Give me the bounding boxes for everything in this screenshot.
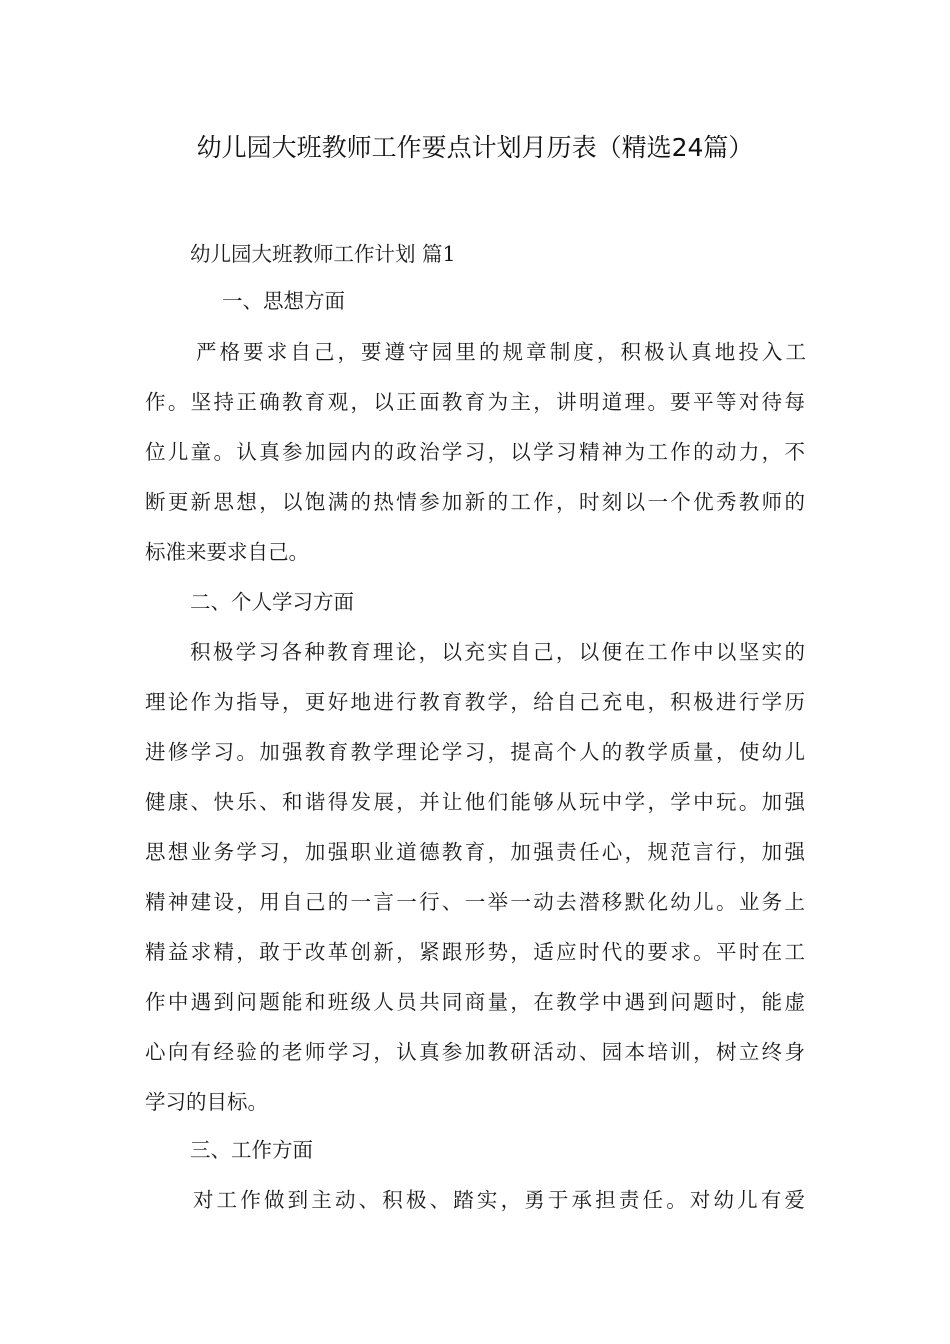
paragraph-line: 作。坚持正确教育观，以正面教育为主，讲明道理。要平等对待每 — [145, 390, 805, 414]
paragraph-line: 思想业务学习，加强职业道德教育，加强责任心，规范言行，加强 — [145, 840, 805, 864]
paragraph-line: 进修学习。加强教育教学理论学习，提高个人的教学质量，使幼儿 — [145, 740, 805, 764]
heading-personal-study: 二、个人学习方面 — [190, 590, 354, 614]
heading-work: 三、工作方面 — [190, 1138, 313, 1162]
document-title: 幼儿园大班教师工作要点计划月历表（精选24篇） — [196, 133, 754, 162]
paragraph-line: 健康、快乐、和谐得发展，并让他们能够从玩中学，学中玩。加强 — [145, 790, 805, 814]
paragraph-line: 积极学习各种教育理论，以充实自己，以便在工作中以坚实的 — [190, 640, 805, 664]
paragraph-line: 精益求精，敢于改革创新，紧跟形势，适应时代的要求。平时在工 — [145, 940, 805, 964]
heading-thought: 一、思想方面 — [222, 289, 345, 313]
paragraph-line: 学习的目标。 — [145, 1090, 268, 1114]
section-title: 幼儿园大班教师工作计划 篇1 — [190, 242, 456, 266]
paragraph-line: 精神建设，用自己的一言一行、一举一动去潜移默化幼儿。业务上 — [145, 890, 805, 914]
paragraph-line: 作中遇到问题能和班级人员共同商量，在教学中遇到问题时，能虚 — [145, 990, 805, 1014]
paragraph-line: 断更新思想，以饱满的热情参加新的工作，时刻以一个优秀教师的 — [145, 490, 805, 514]
paragraph-line: 对工作做到主动、积极、踏实，勇于承担责任。对幼儿有爱 — [193, 1188, 805, 1212]
paragraph-line: 理论作为指导，更好地进行教育教学，给自己充电，积极进行学历 — [145, 690, 805, 714]
paragraph-line: 标准来要求自己。 — [145, 540, 309, 564]
paragraph-line: 心向有经验的老师学习，认真参加教研活动、园本培训，树立终身 — [145, 1040, 805, 1064]
paragraph-line: 位儿童。认真参加园内的政治学习，以学习精神为工作的动力，不 — [145, 440, 805, 464]
paragraph-line: 严格要求自己，要遵守园里的规章制度，积极认真地投入工 — [196, 340, 806, 364]
